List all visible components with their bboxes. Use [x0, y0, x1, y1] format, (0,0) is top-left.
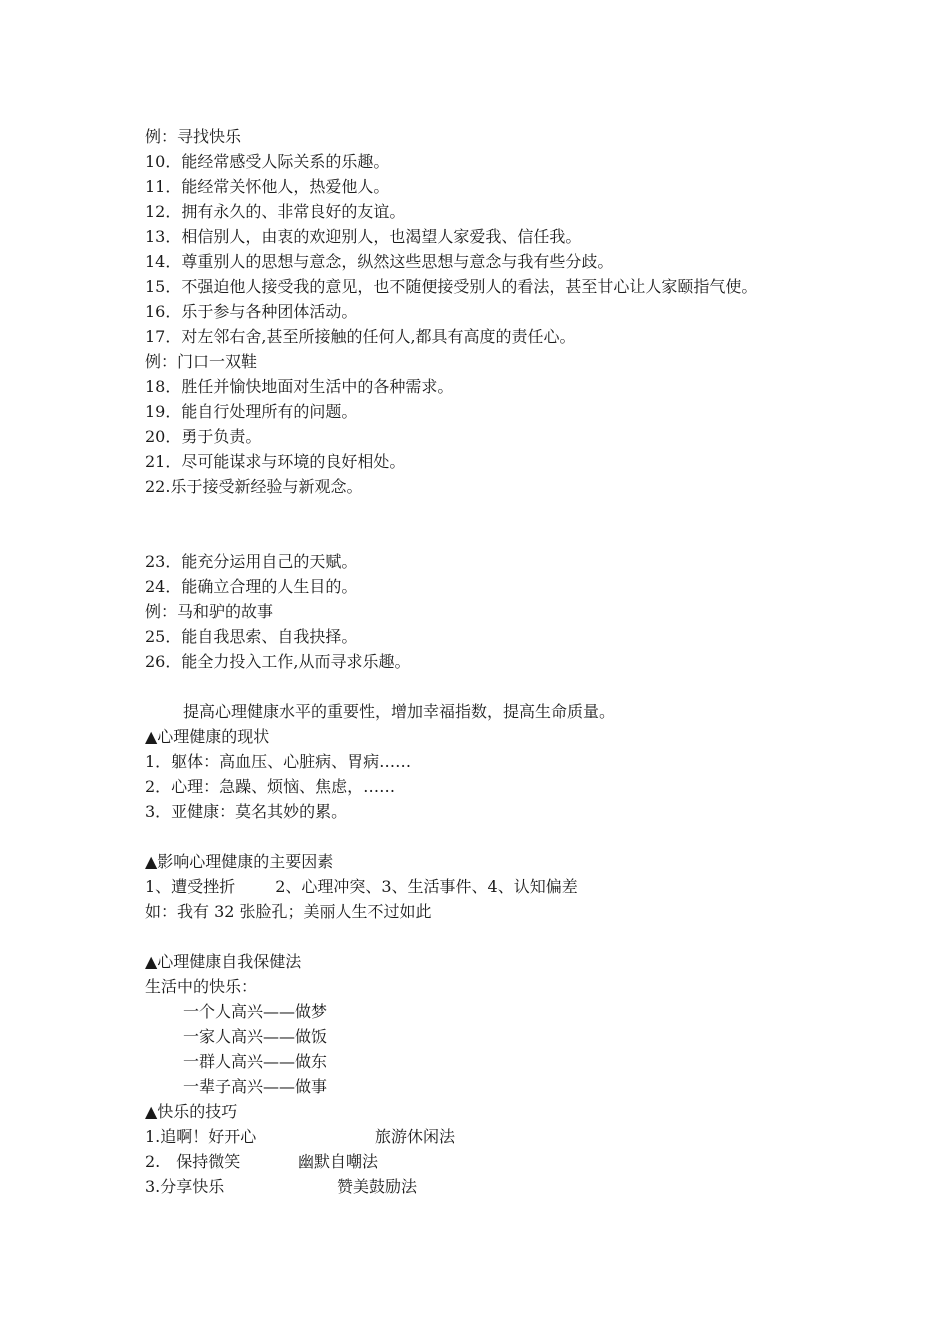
list-item: 24．能确立合理的人生目的。: [145, 577, 358, 596]
section-heading: ▲心理健康的现状: [145, 727, 270, 746]
spacer: [145, 524, 825, 549]
list-item: 一家人高兴——做饭: [183, 1027, 328, 1046]
list-item: 2．心理：急躁、烦恼、焦虑，……: [145, 777, 396, 796]
list-item: 18．胜任并愉快地面对生活中的各种需求。: [145, 377, 454, 396]
list-item: 16．乐于参与各种团体活动。: [145, 302, 358, 321]
tip-right: 赞美鼓励法: [337, 1177, 418, 1196]
list-item: 22.乐于接受新经验与新观念。: [145, 477, 363, 496]
list-item: 3．亚健康：莫名其妙的累。: [145, 802, 348, 821]
example-line: 例：门口一双鞋: [145, 352, 258, 371]
list-item: 10．能经常感受人际关系的乐趣。: [145, 152, 390, 171]
list-item: 13．相信别人，由衷的欢迎别人，也渴望人家爱我、信任我。: [145, 227, 582, 246]
spacer: [145, 499, 825, 524]
factor-rest: 2、心理冲突、3、生活事件、4、认知偏差: [275, 877, 578, 896]
list-item: 25．能自我思索、自我抉择。: [145, 627, 358, 646]
list-item: 21．尽可能谋求与环境的良好相处。: [145, 452, 406, 471]
spacer: [145, 824, 825, 849]
spacer: [145, 924, 825, 949]
importance-paragraph: 提高心理健康水平的重要性，增加幸福指数，提高生命质量。: [183, 702, 616, 721]
section-heading: ▲心理健康自我保健法: [145, 952, 302, 971]
tip-left: 1.追啊！好开心: [145, 1127, 257, 1146]
list-item: 一群人高兴——做东: [183, 1052, 328, 1071]
spacer: [145, 674, 825, 699]
tip-row: [145, 1174, 825, 1199]
list-item: 一辈子高兴——做事: [183, 1077, 328, 1096]
list-item: 14．尊重别人的思想与意念，纵然这些思想与意念与我有些分歧。: [145, 252, 614, 271]
selfcare-intro: 生活中的快乐：: [145, 977, 258, 996]
list-item: 一个人高兴——做梦: [183, 1002, 328, 1021]
tip-row: [145, 1124, 825, 1149]
section-heading: ▲影响心理健康的主要因素: [145, 852, 334, 871]
tip-right: 旅游休闲法: [375, 1127, 456, 1146]
list-item: 11．能经常关怀他人，热爱他人。: [145, 177, 390, 196]
section-heading: ▲快乐的技巧: [145, 1102, 238, 1121]
list-item: 1．躯体：高血压、心脏病、胃病……: [145, 752, 412, 771]
tip-right: 幽默自嘲法: [298, 1152, 379, 1171]
list-item: 23．能充分运用自己的天赋。: [145, 552, 358, 571]
tip-left: 2. 保持微笑: [145, 1152, 241, 1171]
factors-example: 如：我有 32 张脸孔；美丽人生不过如此: [145, 902, 432, 921]
document-page: [145, 124, 825, 1199]
list-item: 15．不强迫他人接受我的意见，也不随便接受别人的看法，甚至甘心让人家颐指气使。: [145, 277, 758, 296]
factor-first: 1、遭受挫折: [145, 877, 236, 896]
list-item: 12．拥有永久的、非常良好的友谊。: [145, 202, 406, 221]
factors-line: [145, 874, 825, 899]
list-item: 26．能全力投入工作,从而寻求乐趣。: [145, 652, 411, 671]
list-item: 17．对左邻右舍,甚至所接触的任何人,都具有高度的责任心。: [145, 327, 576, 346]
example-line: 例：马和驴的故事: [145, 602, 274, 621]
example-line: 例：寻找快乐: [145, 127, 242, 146]
list-item: 19．能自行处理所有的问题。: [145, 402, 358, 421]
tip-left: 3.分享快乐: [145, 1177, 225, 1196]
list-item: 20．勇于负责。: [145, 427, 262, 446]
tip-row: [145, 1149, 825, 1174]
